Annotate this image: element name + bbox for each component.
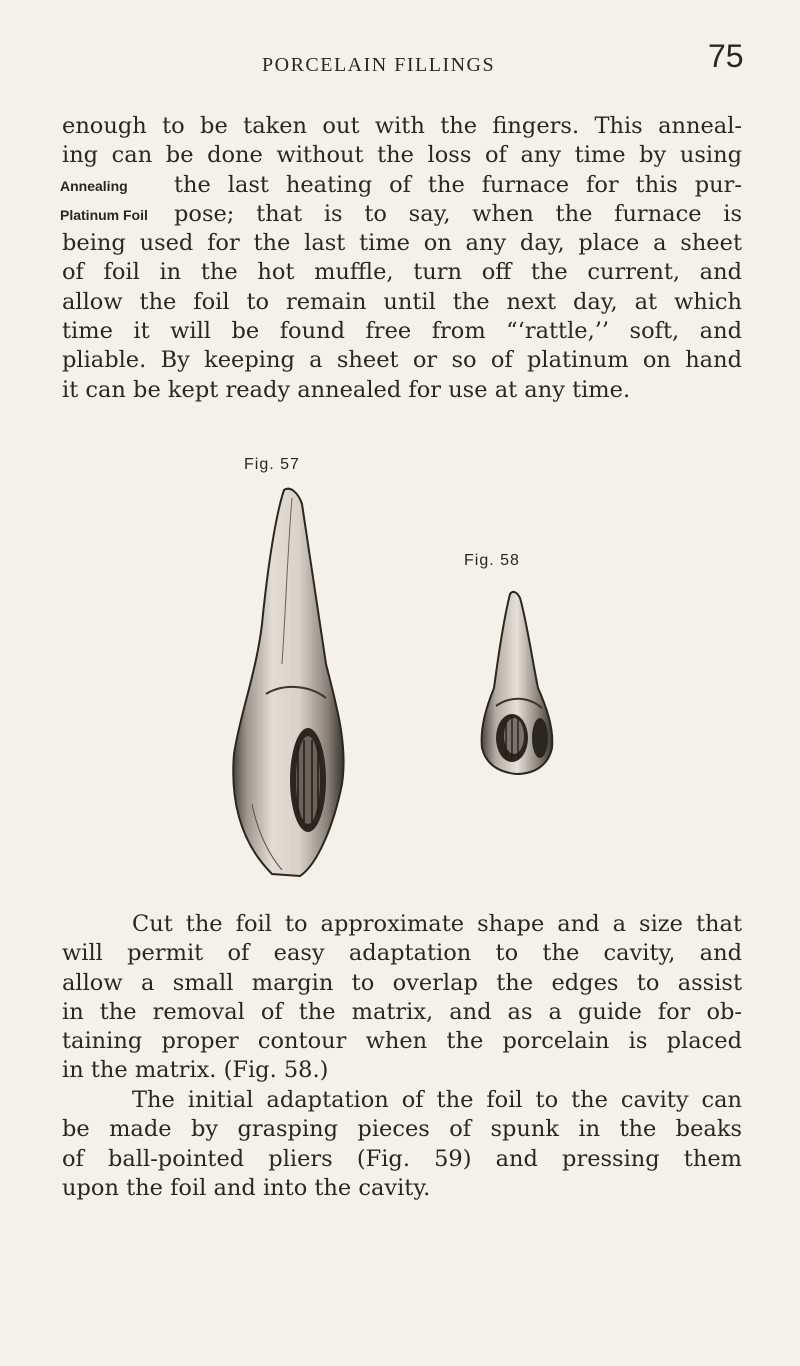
text-line: upon the foil and into the cavity. <box>62 1174 431 1201</box>
text-line: pliable. By keeping a sheet or so of platinum on hand <box>62 347 742 374</box>
fig-57-tooth-illustration <box>222 484 362 884</box>
text-line: allow a small margin to overlap the edges to assist <box>62 969 742 996</box>
fig-58-caption: Fig. 58 <box>464 552 520 569</box>
page-number: 75 <box>708 38 744 74</box>
text-line: it can be kept ready annealed for use at any time. <box>62 376 631 403</box>
text-line: Cut the foil to approximate shape and a size that <box>132 911 742 937</box>
margin-note-annealing: Annealing <box>60 178 128 194</box>
paragraph-annealing <box>62 112 742 405</box>
text-line: in the matrix. (Fig. 58.) <box>62 1057 329 1084</box>
paragraph-cut-foil <box>62 910 742 1086</box>
text-line: of ball-pointed pliers (Fig. 59) and pressing them <box>62 1145 742 1172</box>
text-line: the last heating of the furnace for this pur- <box>174 171 742 198</box>
text-line: taining proper contour when the porcelain is placed <box>62 1028 742 1055</box>
fig-58-tooth-illustration <box>472 588 562 778</box>
text-line: allow the foil to remain until the next day, at which <box>62 288 742 315</box>
text-line: of foil in the hot muffle, turn off the current, and <box>62 259 742 286</box>
paragraph-initial-adaptation <box>62 1086 742 1203</box>
text-line: ing can be done without the loss of any time by using <box>62 142 742 169</box>
text-line: in the removal of the matrix, and as a guide for ob- <box>62 998 742 1025</box>
text-line: being used for the last time on any day, place a sheet <box>62 230 742 257</box>
text-line: The initial adaptation of the foil to the cavity can <box>132 1087 742 1113</box>
text-line: be made by grasping pieces of spunk in the beaks <box>62 1116 742 1143</box>
text-line: will permit of easy adaptation to the cavity, and <box>62 940 742 967</box>
text-line: time it will be found free from “‘rattle,’’ soft, and <box>62 318 742 345</box>
margin-note-platinum-foil: Platinum Foil <box>60 207 148 223</box>
fig-57-caption: Fig. 57 <box>244 456 300 473</box>
text-line: enough to be taken out with the fingers. This anneal- <box>62 113 742 139</box>
text-line: pose; that is to say, when the furnace is <box>174 200 742 227</box>
running-head: PORCELAIN FILLINGS <box>262 54 496 76</box>
